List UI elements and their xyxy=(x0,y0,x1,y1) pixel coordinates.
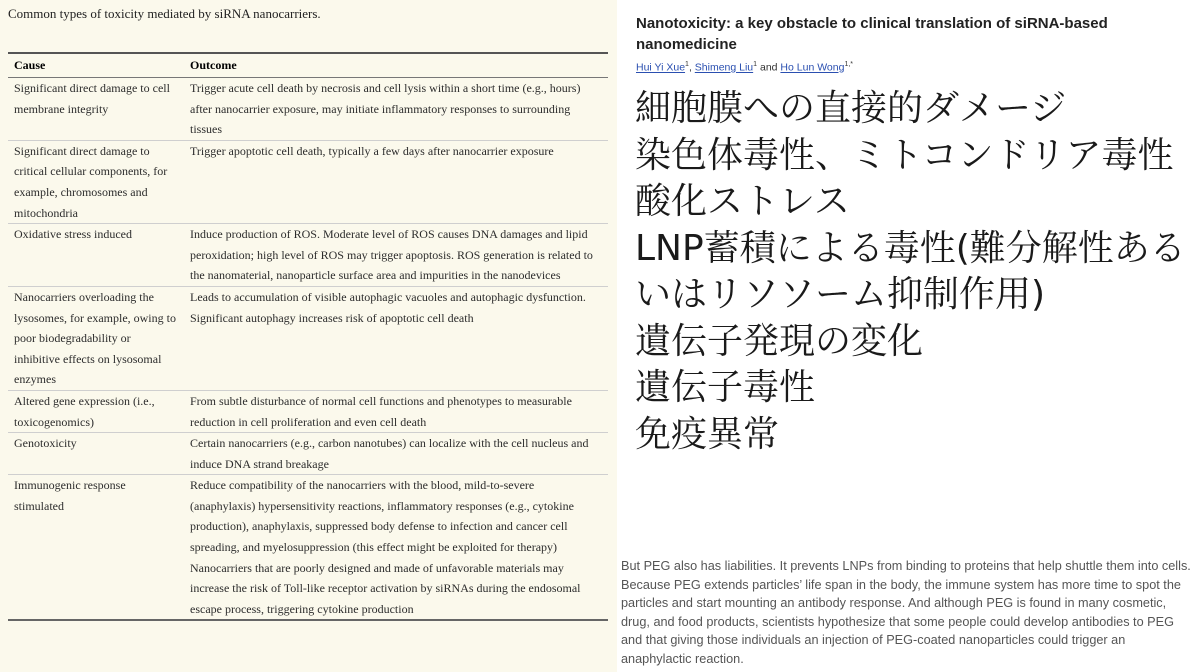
japanese-note: 遺伝子毒性 xyxy=(635,367,816,408)
cause-cell: Nanocarriers overloading the lysosomes, for example, owing to poor biodegradability or inhibitive effects on lysosomal enzymes xyxy=(8,286,184,390)
cause-cell: Significant direct damage to critical cellular components, for example, chromosomes and mitochondria xyxy=(8,140,184,223)
table-row xyxy=(8,286,608,390)
cause-cell: Genotoxicity xyxy=(8,433,184,475)
outcome-cell: Leads to accumulation of visible autophagic vacuoles and autophagic dysfunction. Significant autophagy increases risk of apoptotic cell death xyxy=(184,286,608,390)
japanese-note: LNP蓄積による毒性(難分解性あるいはリソソーム抑制作用) xyxy=(635,227,1186,315)
table-row xyxy=(8,390,608,432)
japanese-note: 免疫異常 xyxy=(635,413,780,455)
table-row xyxy=(8,475,608,621)
article-panel xyxy=(618,0,1200,672)
japanese-note: 細胞膜への直接的ダメージ xyxy=(635,88,1067,129)
author-affiliation: 1 xyxy=(753,61,758,68)
japanese-note: 遺伝子発現の変化 xyxy=(635,320,924,362)
author-separator: and xyxy=(757,61,781,74)
table-row xyxy=(8,140,608,223)
paper-title: Nanotoxicity: a key obstacle to clinical translation of siRNA-based nanomedicine xyxy=(636,15,1108,53)
outcome-cell: Reduce compatibility of the nanocarriers with the blood, mild-to-severe (anaphylaxis) hypersensitivity reactions, inflammatory responses (e.g., cytokine production), anaphylaxis, suppressed body defense to infection and cancer cell spreading, and myelosuppression (this effect might be exploited for therapy) Nanocarriers that are poorly designed and made of unfavorable materials may increase the risk of Toll-like receptor activation by siRNAs during the endosomal escape process, triggering cytokine production xyxy=(184,475,608,621)
column-header-outcome: Outcome xyxy=(184,53,608,78)
outcome-cell: Induce production of ROS. Moderate level of ROS causes DNA damages and lipid peroxidation; high level of ROS may trigger apoptosis. ROS generation is related to the nanomaterial, nanoparticle surface area and impurities in the nanodevices xyxy=(184,224,608,287)
table-row xyxy=(8,224,608,287)
author-separator: , xyxy=(688,61,695,74)
cause-cell: Significant direct damage to cell membrane integrity xyxy=(8,78,184,141)
author-link[interactable]: Ho Lun Wong xyxy=(780,61,845,74)
author-link[interactable]: Hui Yi Xue xyxy=(636,61,686,74)
japanese-notes-list xyxy=(635,86,1195,458)
cause-cell: Altered gene expression (i.e., toxicogenomics) xyxy=(8,390,184,432)
table-header-row xyxy=(8,53,608,78)
japanese-note: 酸化ストレス xyxy=(635,181,850,222)
author-link[interactable]: Shimeng Liu xyxy=(694,61,754,74)
column-header-cause: Cause xyxy=(8,53,184,78)
outcome-cell: Trigger acute cell death by necrosis and cell lysis within a short time (e.g., hours) after nanocarrier exposure, may initiate inflammatory responses to surrounding tissues xyxy=(184,78,608,141)
peg-paragraph: But PEG also has liabilities. It prevents LNPs from binding to proteins that help shuttle them into cells. Because PEG extends particles’ life span in the body, the immune system has more time to spot the particles and start mounting an antibody response. And although PEG is found in many cosmetic, drug, and food products, scientists hypothesize that some people could develop antibodies to PEG and that giving those individuals an injection of PEG-coated nanoparticles could trigger an anaphylactic reaction. xyxy=(621,559,1191,666)
author-list xyxy=(636,61,853,74)
cause-cell: Oxidative stress induced xyxy=(8,224,184,287)
japanese-note: 染色体毒性、ミトコンドリア毒性 xyxy=(635,134,1174,176)
author-affiliation: 1 xyxy=(685,61,689,68)
table-caption: Common types of toxicity mediated by siRNA nanocarriers. xyxy=(8,6,321,21)
table-row xyxy=(8,433,608,475)
author-affiliation: 1,* xyxy=(844,61,853,68)
toxicity-table xyxy=(8,52,608,621)
outcome-cell: Certain nanocarriers (e.g., carbon nanotubes) can localize with the cell nucleus and induce DNA strand breakage xyxy=(184,433,608,475)
cause-cell: Immunogenic response stimulated xyxy=(8,475,184,621)
table-row xyxy=(8,78,608,141)
outcome-cell: From subtle disturbance of normal cell functions and phenotypes to measurable reduction in cell proliferation and even cell death xyxy=(184,390,608,432)
outcome-cell: Trigger apoptotic cell death, typically a few days after nanocarrier exposure xyxy=(184,140,608,223)
